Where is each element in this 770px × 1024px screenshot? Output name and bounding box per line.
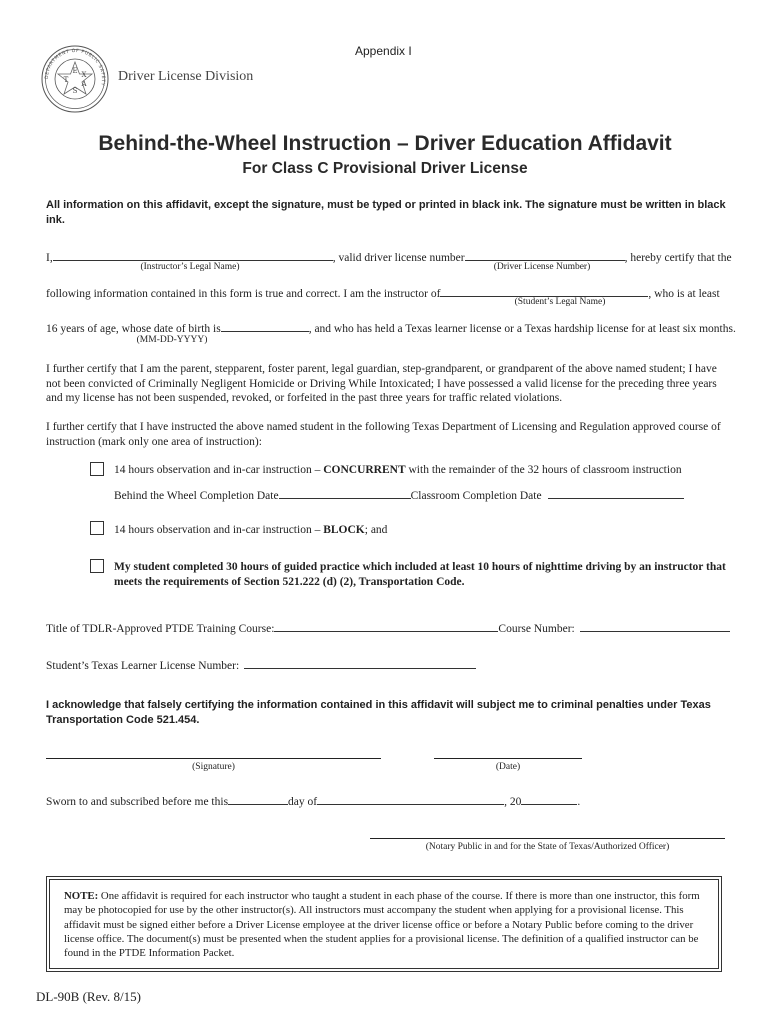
block-post-text: ; and bbox=[364, 524, 388, 536]
instructor-name-field[interactable] bbox=[53, 249, 333, 261]
seal-letter-s: S bbox=[72, 87, 78, 95]
student-name-caption: (Student’s Legal Name) bbox=[514, 297, 606, 307]
signature-line[interactable] bbox=[46, 758, 381, 759]
form-number: DL-90B (Rev. 8/15) bbox=[36, 989, 141, 1004]
seal-letter-e: E bbox=[72, 67, 78, 75]
sixteen-label: 16 years of age, whose date of birth is bbox=[46, 323, 221, 335]
btw-completion-date-field[interactable] bbox=[279, 487, 411, 499]
course-number-label: Course Number: bbox=[498, 623, 575, 635]
concurrent-pre-text: 14 hours observation and in-car instruction – bbox=[114, 464, 321, 476]
year-prefix-label: , 20 bbox=[504, 796, 522, 808]
note-box bbox=[46, 876, 722, 972]
learner-license-field[interactable] bbox=[244, 657, 476, 669]
learner-license-label: Student’s Texas Learner License Number: bbox=[46, 660, 240, 672]
form-title: Behind-the-Wheel Instruction – Driver Education Affidavit bbox=[98, 132, 672, 155]
sworn-day-field[interactable] bbox=[228, 793, 288, 805]
student-name-field[interactable] bbox=[440, 285, 648, 297]
note-text: One affidavit is required for each instructor who taught a student in each phase of the course. If there is more than one instructor, this form may be photocopied for use by the other instructor(s). All instructors must accompany the student when applying for a provisional license. This affidavit must be signed either before a Driver License employee at the driver license office or before a Notary Public before coming to the driver license office. The document(s) must be presented when the student applies for a provisional license. The definition of a qualified instructor can be found in the PTDE Information Packet. bbox=[64, 890, 700, 960]
block-checkbox[interactable] bbox=[90, 521, 104, 535]
block-pre-text: 14 hours observation and in-car instruction – bbox=[114, 524, 321, 536]
notary-signature-line[interactable] bbox=[370, 838, 725, 839]
dps-seal-icon bbox=[40, 44, 110, 114]
classroom-completion-date-field[interactable] bbox=[548, 487, 684, 499]
day-of-label: day of bbox=[288, 796, 318, 808]
further-certify-paragraph-1: I further certify that I am the parent, stepparent, foster parent, legal guardian, step-grandparent, or grandparent of the above named student; I have not been convicted of Criminally Negligent Homicide or Driving While Intoxicated; I have possessed a valid license for the preceding three years and my license has not been suspended, revoked, or forfeited in the past three years for traffic related violations. bbox=[46, 363, 717, 405]
course-number-field[interactable] bbox=[580, 620, 730, 632]
concurrent-option-label bbox=[114, 464, 682, 476]
further-certify-paragraph-2: I further certify that I have instructed the above named student in the following Texas Department of Licensing and Regulation approved course of instruction (mark only one area of instruction): bbox=[46, 421, 721, 448]
sworn-period: . bbox=[577, 796, 581, 808]
dob-caption: (MM-DD-YYYY) bbox=[136, 335, 208, 345]
seal-letter-t: T bbox=[63, 76, 69, 84]
completion-dates-row bbox=[114, 487, 684, 502]
who-is-label: , who is at least bbox=[648, 288, 720, 300]
note-inner-box bbox=[49, 879, 719, 969]
notary-caption: (Notary Public in and for the State of Texas/Authorized Officer) bbox=[425, 842, 670, 852]
signature-caption: (Signature) bbox=[192, 762, 235, 772]
sworn-year-field[interactable] bbox=[521, 793, 577, 805]
valid-dl-label: , valid driver license number bbox=[332, 252, 465, 264]
learner-label: , and who has held a Texas learner license or a Texas hardship license for at least six months. bbox=[308, 323, 736, 335]
driver-license-number-field[interactable] bbox=[465, 249, 625, 261]
seal-letter-a: A bbox=[81, 80, 87, 88]
following-label: following information contained in this form is true and correct. I am the instructor of bbox=[46, 288, 441, 300]
course-row bbox=[46, 620, 730, 635]
dob-field[interactable] bbox=[221, 320, 309, 332]
btw-completion-date-label: Behind the Wheel Completion Date bbox=[114, 490, 279, 502]
note-label: NOTE: bbox=[64, 890, 99, 902]
form-subtitle: For Class C Provisional Driver License bbox=[242, 160, 528, 177]
cert-i-label: I, bbox=[46, 252, 53, 264]
cert-line-3 bbox=[46, 320, 736, 335]
course-title-field[interactable] bbox=[274, 620, 498, 632]
division-name: Driver License Division bbox=[118, 69, 254, 84]
date-caption: (Date) bbox=[495, 762, 521, 772]
guided-practice-label: My student completed 30 hours of guided practice which included at least 10 hours of nighttime driving by an instructor that meets the requirements of Section 521.222 (d) (2), Transportation Code. bbox=[114, 561, 726, 588]
seal-ring-text: DEPARTMENT OF PUBLIC SAFETY bbox=[44, 48, 106, 87]
guided-practice-checkbox[interactable] bbox=[90, 559, 104, 573]
course-title-label: Title of TDLR-Approved PTDE Training Course: bbox=[46, 623, 275, 635]
seal-letter-x: X bbox=[81, 71, 87, 79]
driver-license-caption: (Driver License Number) bbox=[493, 262, 591, 272]
concurrent-checkbox[interactable] bbox=[90, 462, 104, 476]
block-option-label bbox=[114, 524, 387, 536]
appendix-label: Appendix I bbox=[355, 44, 412, 58]
acknowledgement-text: I acknowledge that falsely certifying the information contained in this affidavit will subject me to criminal penalties under Texas Transportation Code 521.454. bbox=[46, 699, 711, 726]
hereby-label: , hereby certify that the bbox=[624, 252, 732, 264]
concurrent-post-text: with the remainder of the 32 hours of classroom instruction bbox=[408, 464, 682, 476]
concurrent-bold-text: CONCURRENT bbox=[323, 464, 406, 476]
learner-license-row bbox=[46, 657, 476, 672]
sworn-row bbox=[46, 793, 580, 808]
instructor-name-caption: (Instructor’s Legal Name) bbox=[140, 262, 240, 272]
sworn-label: Sworn to and subscribed before me this bbox=[46, 796, 229, 808]
sworn-month-field[interactable] bbox=[317, 793, 504, 805]
intro-instructions: All information on this affidavit, except the signature, must be typed or printed in black ink. The signature must be written in black ink. bbox=[46, 199, 726, 226]
block-bold-text: BLOCK bbox=[323, 524, 365, 536]
classroom-completion-date-label: Classroom Completion Date bbox=[410, 490, 542, 502]
date-line[interactable] bbox=[434, 758, 582, 759]
